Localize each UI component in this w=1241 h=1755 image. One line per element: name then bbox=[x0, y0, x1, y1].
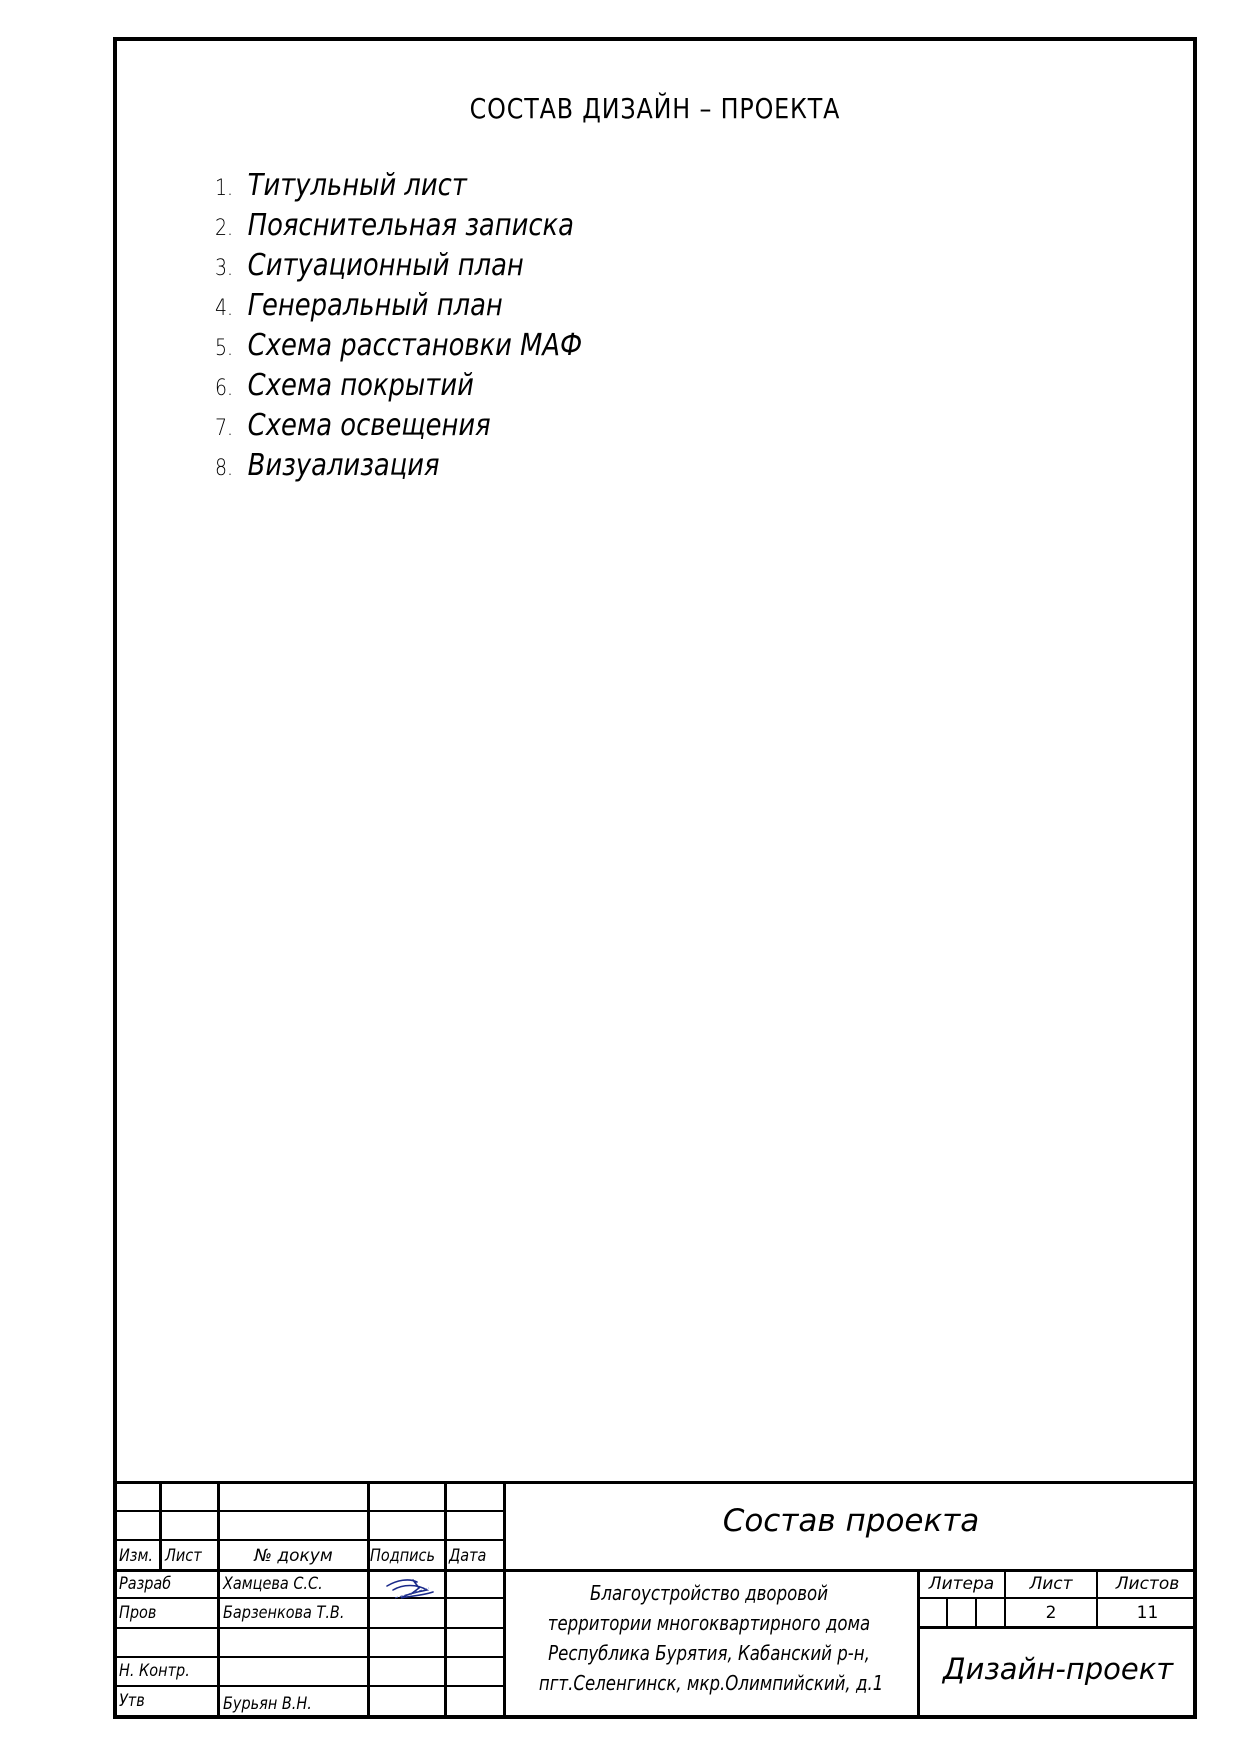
list-item bbox=[215, 326, 582, 366]
list-item bbox=[215, 446, 582, 486]
header-date: Дата bbox=[449, 1546, 487, 1566]
item-text: Схема расстановки МАФ bbox=[247, 328, 583, 363]
page-title: СОСТАВ ДИЗАЙН – ПРОЕКТА bbox=[469, 92, 841, 125]
label-litera: Литера bbox=[928, 1574, 995, 1594]
header-izm: Изм. bbox=[119, 1546, 153, 1566]
item-text: Пояснительная записка bbox=[247, 208, 574, 243]
description-line: Благоустройство дворовой bbox=[589, 1581, 829, 1605]
list-item bbox=[215, 406, 582, 446]
sheet-title: Состав проекта bbox=[722, 1503, 980, 1539]
name-checker: Барзенкова Т.В. bbox=[223, 1603, 345, 1623]
list-item bbox=[215, 366, 582, 406]
contents-list bbox=[215, 166, 642, 486]
item-number: 1. bbox=[215, 176, 234, 201]
description-line: пгт.Селенгинск, мкр.Олимпийский, д.1 bbox=[538, 1671, 884, 1695]
label-sheet: Лист bbox=[1029, 1574, 1073, 1594]
header-signature: Подпись bbox=[370, 1546, 435, 1566]
item-text: Генеральный план bbox=[247, 288, 503, 323]
list-item bbox=[215, 246, 582, 286]
item-text: Титульный лист bbox=[247, 168, 467, 203]
item-text: Схема покрытий bbox=[247, 368, 474, 403]
item-number: 2. bbox=[215, 216, 234, 241]
item-number: 8. bbox=[215, 456, 234, 481]
item-number: 7. bbox=[215, 416, 234, 441]
header-doc-number: № докум bbox=[254, 1546, 333, 1566]
item-text: Схема освещения bbox=[247, 408, 491, 443]
item-number: 4. bbox=[215, 296, 234, 321]
name-approved: Бурьян В.Н. bbox=[223, 1694, 312, 1714]
project-description bbox=[504, 1578, 914, 1698]
header-list: Лист bbox=[165, 1546, 202, 1566]
item-number: 6. bbox=[215, 376, 234, 401]
item-number: 5. bbox=[215, 336, 234, 361]
description-line: Республика Бурятия, Кабанский р-н, bbox=[548, 1641, 870, 1665]
item-number: 3. bbox=[215, 256, 234, 281]
description-line: территории многоквартирного дома bbox=[547, 1611, 871, 1635]
name-developer: Хамцева С.С. bbox=[223, 1574, 323, 1594]
stage-label: Дизайн-проект bbox=[942, 1652, 1174, 1686]
label-sheets: Листов bbox=[1115, 1574, 1180, 1594]
role-approved: Утв bbox=[119, 1691, 145, 1711]
item-text: Ситуационный план bbox=[247, 248, 524, 283]
sheet-number: 2 bbox=[1045, 1603, 1057, 1623]
role-checker: Пров bbox=[119, 1603, 157, 1623]
sheets-total: 11 bbox=[1136, 1603, 1159, 1623]
list-item bbox=[215, 206, 582, 246]
role-developer: Разраб bbox=[119, 1574, 172, 1594]
item-text: Визуализация bbox=[247, 448, 440, 483]
role-norm-control: Н. Контр. bbox=[119, 1661, 190, 1681]
signature-image bbox=[383, 1576, 439, 1602]
list-item bbox=[215, 286, 582, 326]
list-item bbox=[215, 166, 582, 206]
